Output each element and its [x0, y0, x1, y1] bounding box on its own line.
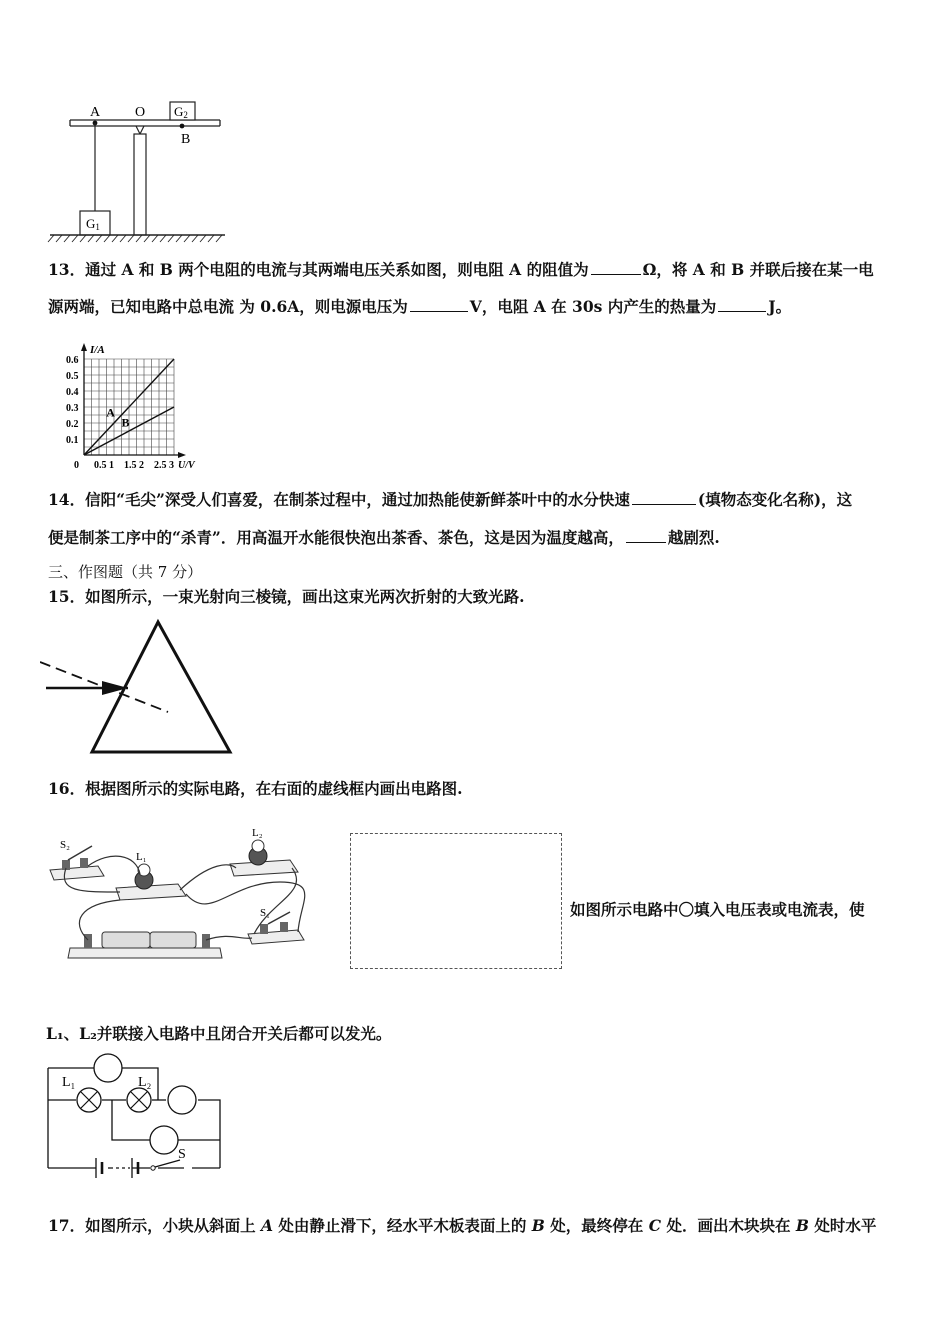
x-axis-label: U/V [178, 460, 195, 471]
x-axis-arrow-icon [178, 452, 186, 458]
meter-circuit [40, 1052, 240, 1178]
series-label-a: A [106, 405, 115, 420]
label-o: O [135, 105, 146, 120]
y-tick-label: 0.6 [66, 355, 79, 366]
y-tick-label: 0.3 [66, 403, 79, 414]
label-l1: L₁ [62, 1075, 76, 1090]
label-g2: G2 [174, 104, 188, 120]
label-a: A [90, 105, 101, 120]
q17-text: 17．如图所示，小块从斜面上 A 处由静止滑下，经水平木板表面上的 B 处，最终停在 C 处．画出木块块在 B 处时水平 [48, 1216, 877, 1235]
q14-line1 [48, 490, 852, 510]
meter-circle-right[interactable] [168, 1086, 196, 1114]
q13-text-2c: J。 [768, 297, 792, 316]
q13-text-1a: 13．通过 A 和 B 两个电阻的电流与其两端电压关系如图，则电阻 A 的阻值为 [48, 260, 589, 279]
q13-text-2b: V，电阻 A 在 30s 内产生的热量为 [469, 297, 717, 316]
y-axis-arrow-icon [81, 343, 87, 351]
real-circuit-photo [40, 822, 330, 967]
iu-chart [58, 340, 218, 472]
q14-text-1b: (填物态变化名称)，这 [697, 490, 853, 509]
q13-blank-resistance[interactable] [591, 260, 641, 275]
label-s2: S₂ [60, 839, 70, 851]
q14-line2 [48, 528, 720, 548]
s2-switch-board [50, 866, 104, 880]
battery-base [68, 948, 222, 958]
switch-s-icon[interactable] [151, 1166, 155, 1170]
x-tick-label: 3 [169, 460, 174, 471]
fulcrum-post [134, 134, 146, 235]
label-l1: L₁ [136, 851, 147, 863]
q14-blank-motion[interactable] [626, 528, 666, 543]
battery-cell-1 [102, 932, 150, 948]
q15-text: 15．如图所示，一束光射向三棱镜，画出这束光两次折射的大致光路. [48, 587, 525, 606]
origin-label: 0 [74, 460, 79, 471]
q13-blank-heat[interactable] [718, 297, 766, 312]
x-tick-label: 2.5 [154, 460, 167, 471]
s1-switch-board [248, 930, 304, 944]
answer-dashed-box[interactable] [350, 833, 562, 969]
label-s: S [178, 1147, 186, 1162]
point-b-dot [180, 124, 185, 129]
label-l2: L₂ [138, 1075, 152, 1090]
q16b-text-right: 如图所示电路中〇填入电压表或电流表，使 [570, 900, 865, 919]
y-tick-label: 0.2 [66, 419, 79, 430]
q14-text-1a: 14．信阳“毛尖”深受人们喜爱，在制茶过程中，通过加热能使新鲜茶叶中的水分快速 [48, 490, 630, 509]
meter-circle-top[interactable] [94, 1054, 122, 1082]
q14-text-2a: 便是制茶工序中的“杀青”．用高温开水能很快泡出茶香、茶色，这是因为温度越高， [48, 528, 624, 547]
section-3-title: 三、作图题（共 7 分） [48, 563, 203, 581]
label-s1: S₁ [260, 907, 270, 919]
y-tick-label: 0.5 [66, 371, 79, 382]
label-l2: L₂ [252, 827, 263, 839]
x-tick-label: 2 [139, 460, 144, 471]
y-axis-label: I/A [90, 344, 105, 356]
lever-figure [40, 96, 240, 246]
q13-text-2a: 源两端，已知电路中总电流 为 0.6A，则电源电压为 [48, 297, 408, 316]
q13-blank-voltage[interactable] [410, 297, 468, 312]
label-b: B [181, 132, 191, 147]
label-g1: G1 [86, 216, 100, 232]
x-tick-label: 1 [109, 460, 114, 471]
y-tick-label: 0.1 [66, 435, 79, 446]
meter-circle-bottom[interactable] [150, 1126, 178, 1154]
series-label-b: B [121, 415, 130, 430]
q13-text-1b: Ω，将 A 和 B 并联后接在某一电 [642, 260, 874, 279]
q13-line1 [48, 260, 874, 280]
q14-blank-phase-change[interactable] [632, 490, 696, 505]
battery-cell-2 [150, 932, 196, 948]
q16-text: 16．根据图所示的实际电路，在右面的虚线框内画出电路图. [48, 779, 463, 798]
y-tick-label: 0.4 [66, 387, 79, 398]
x-tick-label: 1.5 [124, 460, 137, 471]
q16b-text-line2: L₁、L₂并联接入电路中且闭合开关后都可以发光。 [46, 1024, 392, 1043]
prism-figure [40, 612, 250, 762]
x-tick-label: 0.5 [94, 460, 107, 471]
q13-line2 [48, 297, 791, 317]
q14-text-2b: 越剧烈. [667, 528, 720, 547]
